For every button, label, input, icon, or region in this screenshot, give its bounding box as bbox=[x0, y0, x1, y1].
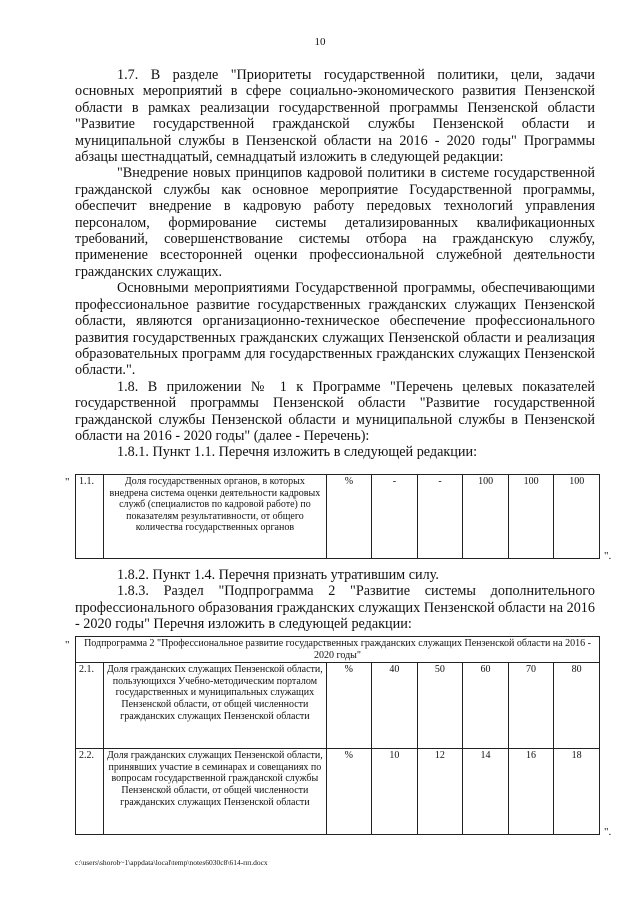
value-cell: 12 bbox=[417, 749, 463, 835]
file-path-footer: c:\users\shorob~1\appdata\local\temp\notes6030c8\614-пп.docx bbox=[75, 858, 268, 867]
paragraph-quote-2: Основными мероприятиями Государственной программы, обеспечивающими профессиональное развитие государственных гражданских служащих Пензенской области, являются организационно-техническое обеспечение профессионального развития государственных гражданских служащих Пензенской области и реализация образовательных программ для государственных гражданских служащих Пензенской области.". bbox=[75, 280, 595, 379]
unit-cell: % bbox=[326, 749, 372, 835]
value-cell: 14 bbox=[463, 749, 509, 835]
paragraph-1-8-1: 1.8.1. Пункт 1.1. Перечня изложить в следующей редакции: bbox=[117, 444, 478, 461]
subprogram-header: Подпрограмма 2 "Профессиональное развитие государственных гражданских служащих Пензенской области на 2016 - 2020 годы" bbox=[76, 637, 600, 663]
value-cell: 70 bbox=[508, 663, 554, 749]
text-block-middle bbox=[75, 567, 595, 633]
text-block-top bbox=[75, 67, 595, 461]
indicator-name: Доля государственных органов, в которых внедрена система оценки деятельности кадровых служб (специалистов по кадровой работе) по показателям результативности, от общего количества государственных органов bbox=[104, 475, 326, 559]
paragraph-1-8: 1.8. В приложении № 1 к Программе "Перечень целевых показателей государственной программы Пензенской области "Развитие государственной гражданской службы Пензенской области и муниципальной службы в Пензенской области на 2016 - 2020 годы" (далее - Перечень): bbox=[75, 378, 595, 444]
value-cell: 40 bbox=[372, 663, 418, 749]
subprogram-header-row bbox=[76, 637, 600, 663]
paragraph-1-8-2: 1.8.2. Пункт 1.4. Перечня признать утратившим силу. bbox=[117, 567, 439, 583]
value-cell: 16 bbox=[508, 749, 554, 835]
unit-cell: % bbox=[326, 475, 372, 559]
page-number: 10 bbox=[314, 36, 326, 48]
indicator-table-1 bbox=[75, 474, 600, 559]
row-number: 1.1. bbox=[76, 475, 104, 559]
open-quote-2: " bbox=[65, 639, 70, 651]
value-cell: 18 bbox=[554, 749, 600, 835]
table-row bbox=[76, 663, 600, 749]
value-cell: - bbox=[417, 475, 463, 559]
open-quote-1: " bbox=[65, 476, 70, 488]
value-cell: 100 bbox=[554, 475, 600, 559]
value-cell: 100 bbox=[463, 475, 509, 559]
row-number: 2.2. bbox=[76, 749, 104, 835]
paragraph-1-7: 1.7. В разделе "Приоритеты государственной политики, цели, задачи основных мероприятий в сфере социально-экономического развития Пензенской области в рамках реализации государственной программы Пензенской области "Развитие государственной гражданской службы Пензенской области и муниципальной службы в Пензенской области на 2016 - 2020 годы" Программы абзацы шестнадцатый, семнадцатый изложить в следующей редакции: bbox=[75, 67, 595, 166]
indicator-name: Доля гражданских служащих Пензенской области, пользующихся Учебно-методическим порталом государственных и муниципальных служащих Пензенской области, от общей численности гражданских служащих Пензенской области bbox=[104, 663, 326, 749]
table-row bbox=[76, 475, 600, 559]
value-cell: 10 bbox=[372, 749, 418, 835]
value-cell: 80 bbox=[554, 663, 600, 749]
indicator-table-2 bbox=[75, 636, 600, 835]
paragraph-quote-1: "Внедрение новых принципов кадровой политики в системе государственной гражданской службы как основное мероприятие Государственной программы, обеспечит внедрение в кадровую работу передовых технологий управления персоналом, формирование системы детализированных квалификационных требований, совершенствование системы отбора на гражданскую службу, применение всесторонней оценки профессиональной служебной деятельности гражданских служащих. bbox=[75, 165, 595, 280]
close-quote-1: ". bbox=[604, 550, 612, 562]
value-cell: 100 bbox=[508, 475, 554, 559]
value-cell: 50 bbox=[417, 663, 463, 749]
unit-cell: % bbox=[326, 663, 372, 749]
value-cell: 60 bbox=[463, 663, 509, 749]
row-number: 2.1. bbox=[76, 663, 104, 749]
indicator-name: Доля гражданских служащих Пензенской области, принявших участие в семинарах и совещаниях по вопросам государственной гражданской службы Пензенской области, от общей численности гражданских служащих Пензенской области bbox=[104, 749, 326, 835]
table-row bbox=[76, 749, 600, 835]
paragraph-1-8-3: 1.8.3. Раздел "Подпрограмма 2 "Развитие системы дополнительного профессионального образования гражданских служащих Пензенской области на 2016 - 2020 годы" Перечня изложить в следующей редакции: bbox=[75, 583, 595, 633]
close-quote-2: ". bbox=[604, 826, 612, 838]
value-cell: - bbox=[372, 475, 418, 559]
